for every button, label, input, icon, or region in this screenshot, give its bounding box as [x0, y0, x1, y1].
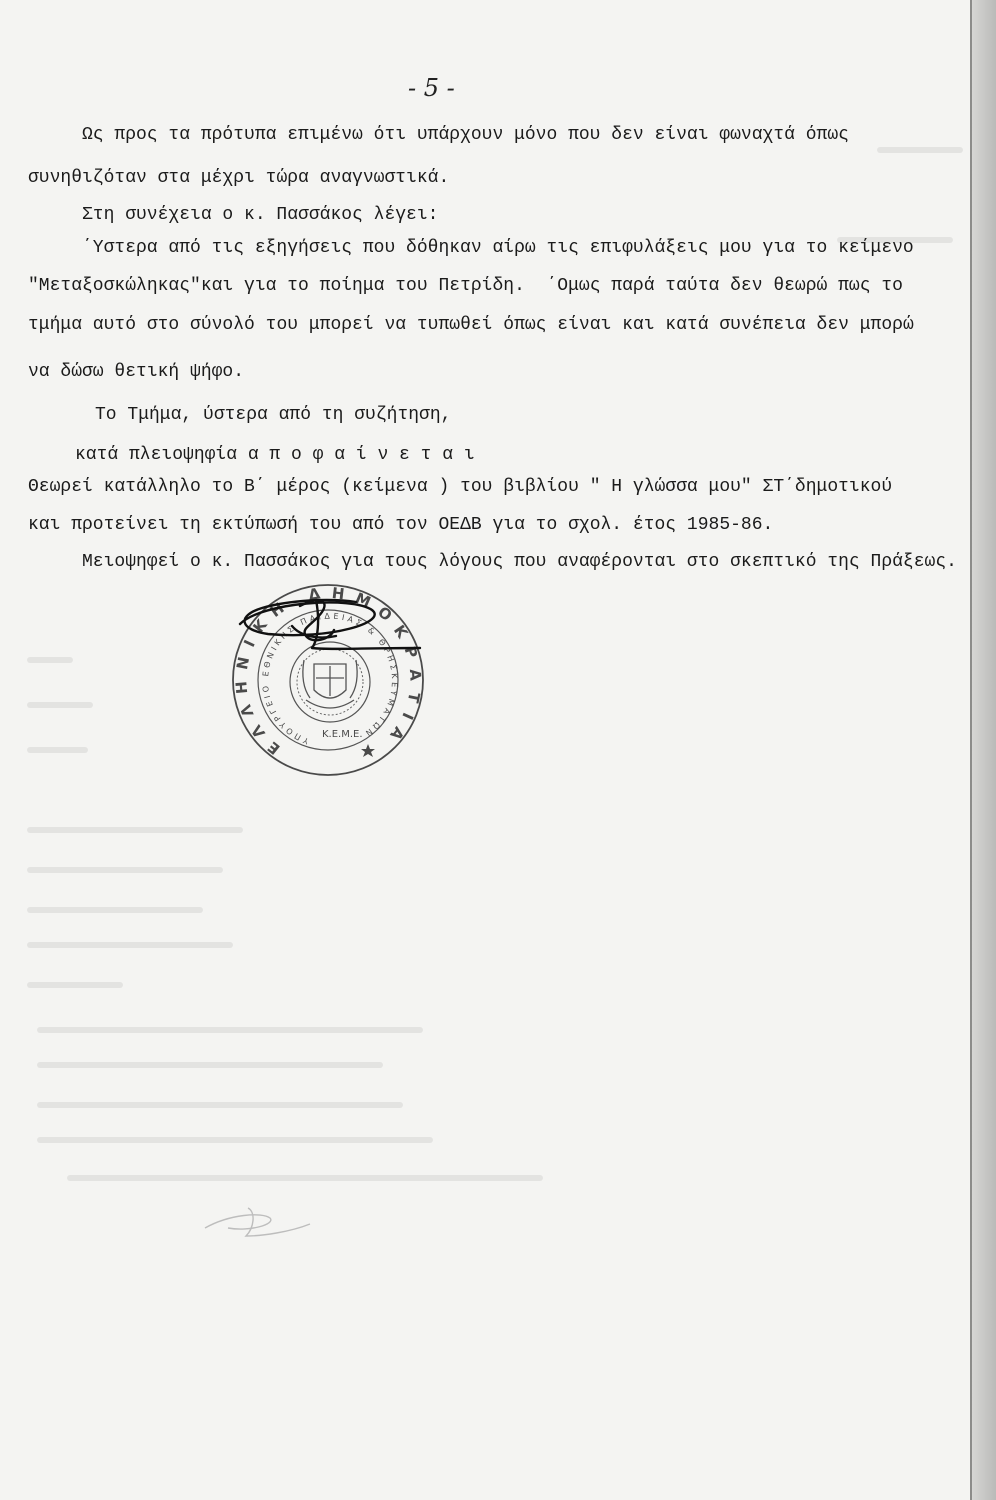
text-line: "Μεταξοσκώληκας"και για το ποίημα του Πετρίδη. ΄Ομως παρά ταύτα δεν θεωρώ πως το — [28, 276, 903, 296]
text-line: Στη συνέχεια ο κ. Πασσάκος λέγει: — [82, 205, 439, 225]
stamp-inner-ring — [290, 642, 370, 722]
text-line: και προτείνει τη εκτύπωσή του από τον ΟΕΔΒ για το σχολ. έτος 1985-86. — [28, 515, 774, 535]
coat-of-arms-icon — [303, 660, 357, 708]
text-line: συνηθιζόταν στα μέχρι τώρα αναγνωστικά. — [28, 168, 450, 188]
signature — [240, 600, 420, 649]
stamp-outer-textpath: ΕΛΛΗΝΙΚΗ ΔΗΜΟΚΡΑΤΙΑ — [232, 583, 425, 759]
text-line: να δώσω θετική ψήφο. — [28, 362, 245, 382]
stamp-outer-ring — [233, 585, 423, 775]
text-line: Μειοψηφεί ο κ. Πασσάκος για τους λόγους που αναφέρονται στο σκεπτικό της Πράξεως. — [82, 552, 957, 572]
text-line: Θεωρεί κατάλληλο το Β΄ μέρος (κείμενα ) του βιβλίου " Η γλώσσα μου" ΣΤ΄δημοτικού — [28, 477, 893, 497]
text-line: Το Τμήμα, ύστερα από τη συζήτηση, — [95, 405, 452, 425]
official-stamp — [232, 584, 424, 775]
binding-edge — [970, 0, 996, 1500]
text-line: τμήμα αυτό στο σύνολό του μπορεί να τυπωθεί όπως είναι και κατά συνέπεια δεν μπορώ — [28, 315, 914, 335]
text-line: ΄Υστερα από τις εξηγήσεις που δόθηκαν αίρω τις επιφυλάξεις μου για το κείμενο — [82, 238, 914, 258]
bleed-through-marks — [30, 150, 960, 1178]
stamp-dotted-ring — [297, 649, 363, 715]
stamp-outer-text — [232, 584, 424, 758]
stamp-inner-text — [261, 612, 399, 746]
text-line: Ως προς τα πρότυπα επιμένω ότι υπάρχουν μόνο που δεν είναι φωναχτά όπως — [82, 125, 849, 145]
decision-heading: κατά πλειοψηφία α π ο φ α ί ν ε τ α ι — [75, 445, 475, 465]
stamp-middle-ring — [258, 610, 398, 750]
stamp-inner-textpath: ΥΠΟΥΡΓΕΙΟ ΕΘΝΙΚΗΣ ΠΑΙΔΕΙΑΣ & ΘΡΗΣΚΕΥΜΑΤΩΝ — [260, 611, 400, 746]
page-number: - 5 - — [408, 74, 455, 102]
faint-signature — [205, 1208, 310, 1236]
stamp-bottom-text: Κ.Ε.Μ.Ε. — [322, 729, 363, 740]
stamp-star-icon — [361, 744, 375, 757]
